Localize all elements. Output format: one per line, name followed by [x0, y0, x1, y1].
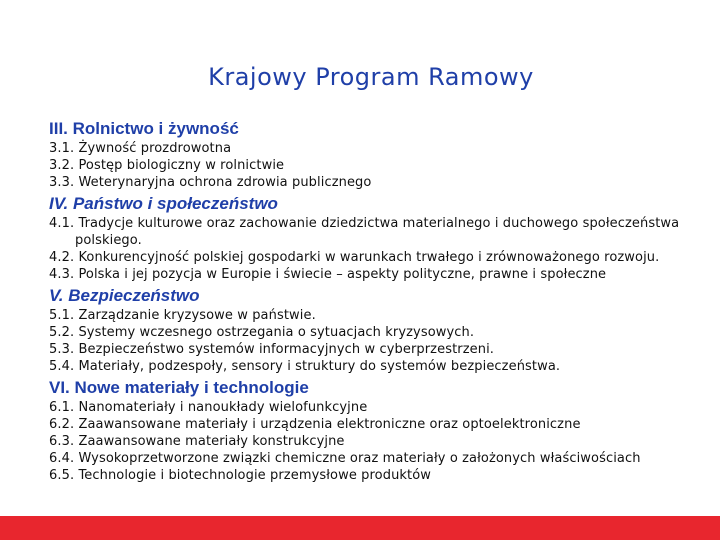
list-item: 4.3. Polska i jej pozycja w Europie i świecie – aspekty polityczne, prawne i społeczne: [49, 267, 607, 282]
item-list: [49, 307, 709, 375]
list-item: 4.1. Tradycje kulturowe oraz zachowanie dziedzictwa materialnego i duchowego społeczeństwa polskiego.: [49, 216, 680, 248]
section-security: [49, 285, 709, 375]
list-item: 6.4. Wysokoprzetworzone związki chemiczne oraz materiały o założonych właściwościach: [49, 451, 641, 466]
section-heading: VI. Nowe materiały i technologie: [49, 378, 309, 397]
list-item: 6.5. Technologie i biotechnologie przemysłowe produktów: [49, 468, 432, 483]
list-item: 5.2. Systemy wczesnego ostrzegania o sytuacjach kryzysowych.: [49, 325, 475, 340]
list-item: 5.4. Materiały, podzespoły, sensory i struktury do systemów bezpieczeństwa.: [49, 359, 561, 374]
list-item: 6.1. Nanomateriały i nanoukłady wielofunkcyjne: [49, 400, 368, 415]
list-item: 4.2. Konkurencyjność polskiej gospodarki w warunkach trwałego i zrównoważonego rozwoju.: [49, 250, 660, 265]
list-item: 6.3. Zaawansowane materiały konstrukcyjne: [49, 434, 345, 449]
item-list: [49, 215, 709, 283]
slide-content: [49, 118, 709, 486]
section-heading: V. Bezpieczeństwo: [49, 286, 200, 305]
list-item: 3.1. Żywność prozdrowotna: [49, 141, 232, 156]
list-item: 3.3. Weterynaryjna ochrona zdrowia publicznego: [49, 175, 372, 190]
list-item: 6.2. Zaawansowane materiały i urządzenia elektroniczne oraz optoelektroniczne: [49, 417, 581, 432]
list-item: 3.2. Postęp biologiczny w rolnictwie: [49, 158, 285, 173]
section-heading: IV. Państwo i społeczeństwo: [49, 194, 278, 213]
item-list: [49, 140, 709, 191]
footer-bar: [0, 516, 720, 540]
slide-title: Krajowy Program Ramowy: [208, 63, 534, 91]
list-item: 5.1. Zarządzanie kryzysowe w państwie.: [49, 308, 316, 323]
section-agriculture: [49, 118, 709, 191]
section-state-society: [49, 193, 709, 283]
section-heading: III. Rolnictwo i żywność: [49, 119, 239, 138]
item-list: [49, 399, 709, 484]
list-item: 5.3. Bezpieczeństwo systemów informacyjnych w cyberprzestrzeni.: [49, 342, 495, 357]
section-materials: [49, 377, 709, 484]
